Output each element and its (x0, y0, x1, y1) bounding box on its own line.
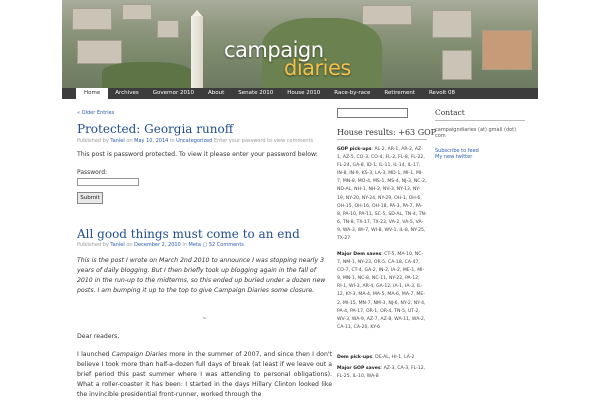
banner-building (482, 30, 532, 70)
nav-revolt-08[interactable]: Revolt 08 (428, 90, 455, 96)
gop-pickups (337, 146, 427, 243)
nav-house-2010[interactable]: House 2010 (287, 90, 321, 96)
banner-building (362, 5, 412, 25)
para-blog-title: Campaign Diaries (111, 351, 167, 358)
banner-building (72, 8, 112, 30)
nav-retirement[interactable]: Retirement (384, 90, 415, 96)
nav-about[interactable]: About (208, 90, 225, 96)
post-meta (77, 242, 244, 248)
logo-line-campaign: campaign (224, 38, 324, 62)
older-entries-link[interactable]: « Older Entries (77, 110, 115, 116)
date-link[interactable]: May 10, 2014 (134, 138, 169, 144)
comments-note: Enter your password to view comments (213, 138, 314, 144)
banner-building (442, 50, 472, 80)
contact-heading: Contact (435, 108, 465, 117)
author-link[interactable]: Taniel (110, 138, 125, 144)
search-input[interactable] (337, 108, 408, 118)
author-link[interactable]: Taniel (110, 242, 125, 248)
banner-trees (102, 62, 192, 88)
post-title-all-good-things[interactable]: All good things must come to an end (77, 227, 300, 241)
meta-in: in (169, 138, 175, 144)
intro-text: This is the post I wrote on March 2nd 2010 to announce I was stopping nearly 3 years of daily blogging. But I then briefly took up blogging again in the fall of 2010 in the run-up to the midterms, so this ended up buried under a dozen new posts. I am bumping it up to the top to give Campaign Diaries some closure. (77, 257, 326, 294)
meta-on: on (126, 242, 133, 248)
date-link[interactable]: December 2, 2010 (134, 242, 181, 248)
comment-icon: ▢ (202, 242, 208, 248)
nav-governor-2010[interactable]: Governor 2010 (152, 90, 194, 96)
banner-building (77, 40, 122, 64)
post-paragraph (77, 350, 332, 400)
category-link[interactable]: Uncategorized (176, 138, 213, 144)
password-label: Password: (77, 169, 108, 176)
nav-archives[interactable]: Archives (115, 90, 139, 96)
meta-in: in (182, 242, 187, 248)
gop-pickups-list: : AL-2, AR-1, AR-2, AZ-1, AZ-5, CO-3, CO-4, FL-2, FL-8, FL-22, FL-24, GA-8, ID-1, IL-11, IL-14, IL-17, IN-8, IN-9, KS-3, LA-3, MD-1, MI-1, MI-7, MN-8, MO-4, MS-1, MS-4, NJ-3, NC-2, ND-AL, NH-1, NH-2, NV-3, NY-13, NY-19, NY-20, NY-24, NY-29, OH-1, OH-6, OH-15, OH-16, OH-18, PA-3, PA-7, PA-8, PA-10, PA-11, SC-5, SD-AL, TN-4, TN-6, TN-8, TX-17, TX-23, VA-2, VA-5, VA-9, WA-3, WI-7, WI-8, WV-1, IL-8, NY-25, TX-27 (337, 147, 427, 242)
protected-notice: This post is password protected. To view it please enter your password below: (77, 151, 318, 158)
submit-button[interactable]: Submit (77, 192, 103, 204)
banner-building (122, 4, 152, 20)
dem-saves (337, 251, 427, 332)
main-navigation (62, 88, 538, 99)
banner-building (432, 10, 472, 38)
twitter-link[interactable]: My new twitter (435, 154, 473, 160)
gop-saves-list: : AZ-3, CA-3, FL-12, FL-25, IL-10, WA-8 (337, 366, 426, 380)
contact-sidebar (435, 108, 525, 160)
gop-pickups-label: GOP pick-ups (337, 147, 372, 152)
dem-pickups-list: : DE-AL, HI-1, LA-2 (372, 355, 415, 360)
post-title-georgia-runoff[interactable]: Protected: Georgia runoff (77, 122, 234, 136)
main-content (77, 100, 332, 400)
nav-senate-2010[interactable]: Senate 2010 (238, 90, 274, 96)
comments-link[interactable]: 52 Comments (208, 242, 244, 248)
greeting: Dear readers, (77, 333, 120, 340)
dem-saves-label: Major Dem saves (337, 252, 382, 257)
meta-prefix: Published by (77, 242, 109, 248)
site-logo[interactable] (224, 40, 351, 79)
meta-on: on (126, 138, 133, 144)
site-header-banner[interactable] (62, 0, 538, 88)
gop-saves (337, 365, 427, 381)
logo-line-diaries: diaries (284, 56, 351, 80)
dem-pickups (337, 354, 427, 362)
separator: ~ (202, 316, 207, 322)
post-meta (77, 138, 313, 144)
post-intro (77, 256, 332, 296)
nav-home[interactable]: Home (76, 88, 108, 99)
banner-building (157, 20, 179, 38)
gop-saves-label: Major GOP saves (337, 366, 381, 371)
subscribe-feed-link[interactable]: Subscribe to feed (435, 148, 479, 154)
dem-pickups-label: Dem pick-ups (337, 355, 373, 360)
category-link[interactable]: Meta (188, 242, 201, 248)
contact-email: campaigndiaries (at) gmail (dot) com (435, 127, 517, 139)
house-results-heading: House results: +63 GOP (337, 128, 437, 137)
para-text: I launched (77, 351, 112, 358)
password-input[interactable] (77, 178, 139, 186)
divider (435, 120, 525, 121)
dem-saves-list: : CT-5, MA-10, NC-7, NM-1, NY-23, OR-5, CA-18, CA-47, CO-7, CT-4, GA-2, IN-2, IA-2, ME-1, MI-9, MN-1, NC-8, NC-11, NY-22, PA-12, RI-1, WI-3, AR-4, GA-12, IA-1, IA-3, IL-12, KY-3, MA-4, MA-5, MA-6, MA-7, ME-2, MI-15, MN-7, NM-3, NJ-6, NY-2, NY-4, PA-4, PA-17, OR-1, OR-4, TN-5, UT-2, WV-3, WA-9, AZ-7, AZ-8, WA-11, WA-2, CA-11, CA-20, KY-6 (337, 252, 426, 330)
divider (337, 139, 427, 140)
para-text: more in the summer of 2007, and since then I don't believe I took more than half-a-dozen full days of break (at least if we leave out a brief period this past summer where I was attending to personal obligations). What a roller-coaster it has been: I started in the days Hillary Clinton looked like the invincible presidential front-runner, worked through the (77, 351, 332, 398)
meta-prefix: Published by (77, 138, 109, 144)
nav-race-by-race[interactable]: Race-by-race (334, 90, 371, 96)
